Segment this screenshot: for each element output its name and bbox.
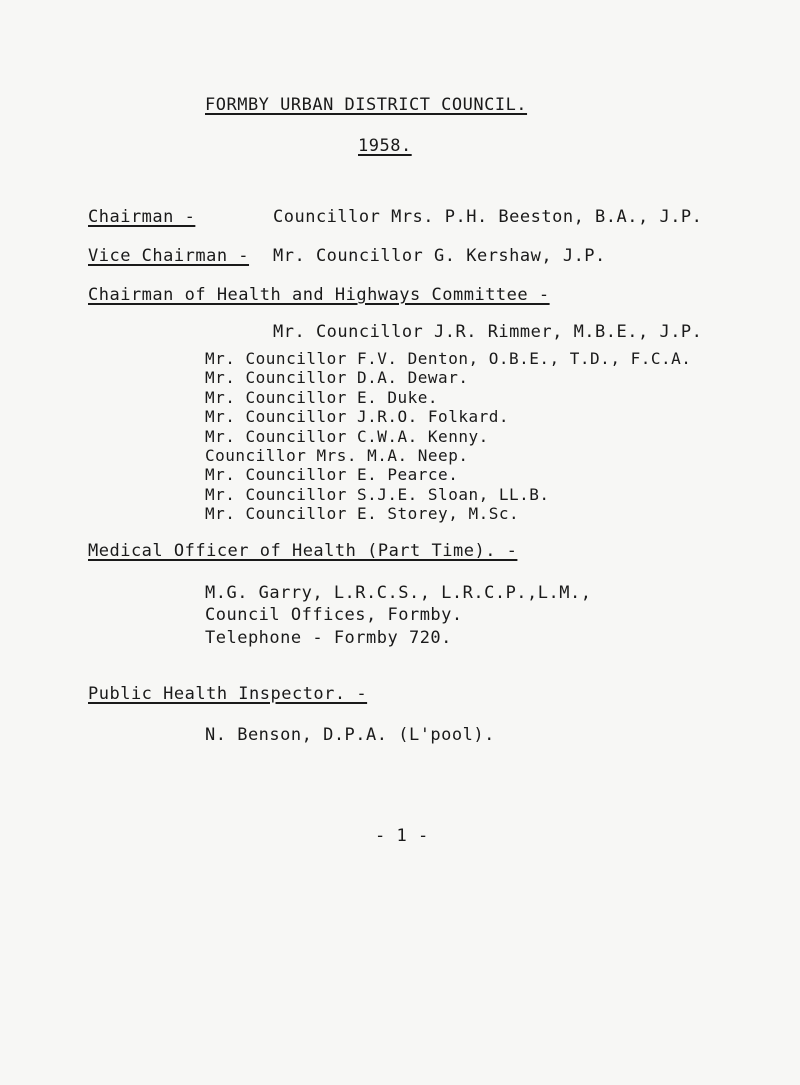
document-title: FORMBY URBAN DISTRICT COUNCIL. (205, 95, 528, 115)
public-health-inspector-heading: Public Health Inspector. - (88, 684, 368, 704)
list-item: Mr. Councillor E. Storey, M.Sc. (205, 504, 520, 524)
medical-officer-telephone: Telephone - Formby 720. (205, 628, 452, 648)
medical-officer-heading: Medical Officer of Health (Part Time). - (88, 541, 518, 561)
medical-officer-address: Council Offices, Formby. (205, 605, 463, 625)
list-item: Mr. Councillor D.A. Dewar. (205, 368, 469, 388)
list-item: Councillor Mrs. M.A. Neep. (205, 445, 469, 465)
list-item: Mr. Councillor S.J.E. Sloan, LL.B. (205, 484, 550, 504)
vice-chairman-label: Vice Chairman - (88, 246, 250, 266)
list-item: Mr. Councillor J.R.O. Folkard. (205, 407, 509, 427)
vice-chairman-name: Mr. Councillor G. Kershaw, J.P. (273, 246, 606, 266)
health-committee-chairman-name: Mr. Councillor J.R. Rimmer, M.B.E., J.P. (273, 322, 703, 342)
list-item: Mr. Councillor C.W.A. Kenny. (205, 426, 489, 446)
list-item: Mr. Councillor E. Duke. (205, 387, 439, 407)
chairman-name: Councillor Mrs. P.H. Beeston, B.A., J.P. (273, 207, 703, 227)
document-year: 1958. (358, 136, 412, 156)
public-health-inspector-name: N. Benson, D.P.A. (L'pool). (205, 725, 495, 745)
health-committee-label: Chairman of Health and Highways Committee - (88, 285, 550, 305)
medical-officer-name: M.G. Garry, L.R.C.S., L.R.C.P.,L.M., (205, 583, 592, 603)
list-item: Mr. Councillor E. Pearce. (205, 465, 459, 485)
list-item: Mr. Councillor F.V. Denton, O.B.E., T.D., F.C.A. (205, 349, 692, 368)
council-members-list (205, 349, 691, 524)
chairman-label: Chairman - (88, 207, 196, 227)
page-number: - 1 - (375, 826, 429, 846)
